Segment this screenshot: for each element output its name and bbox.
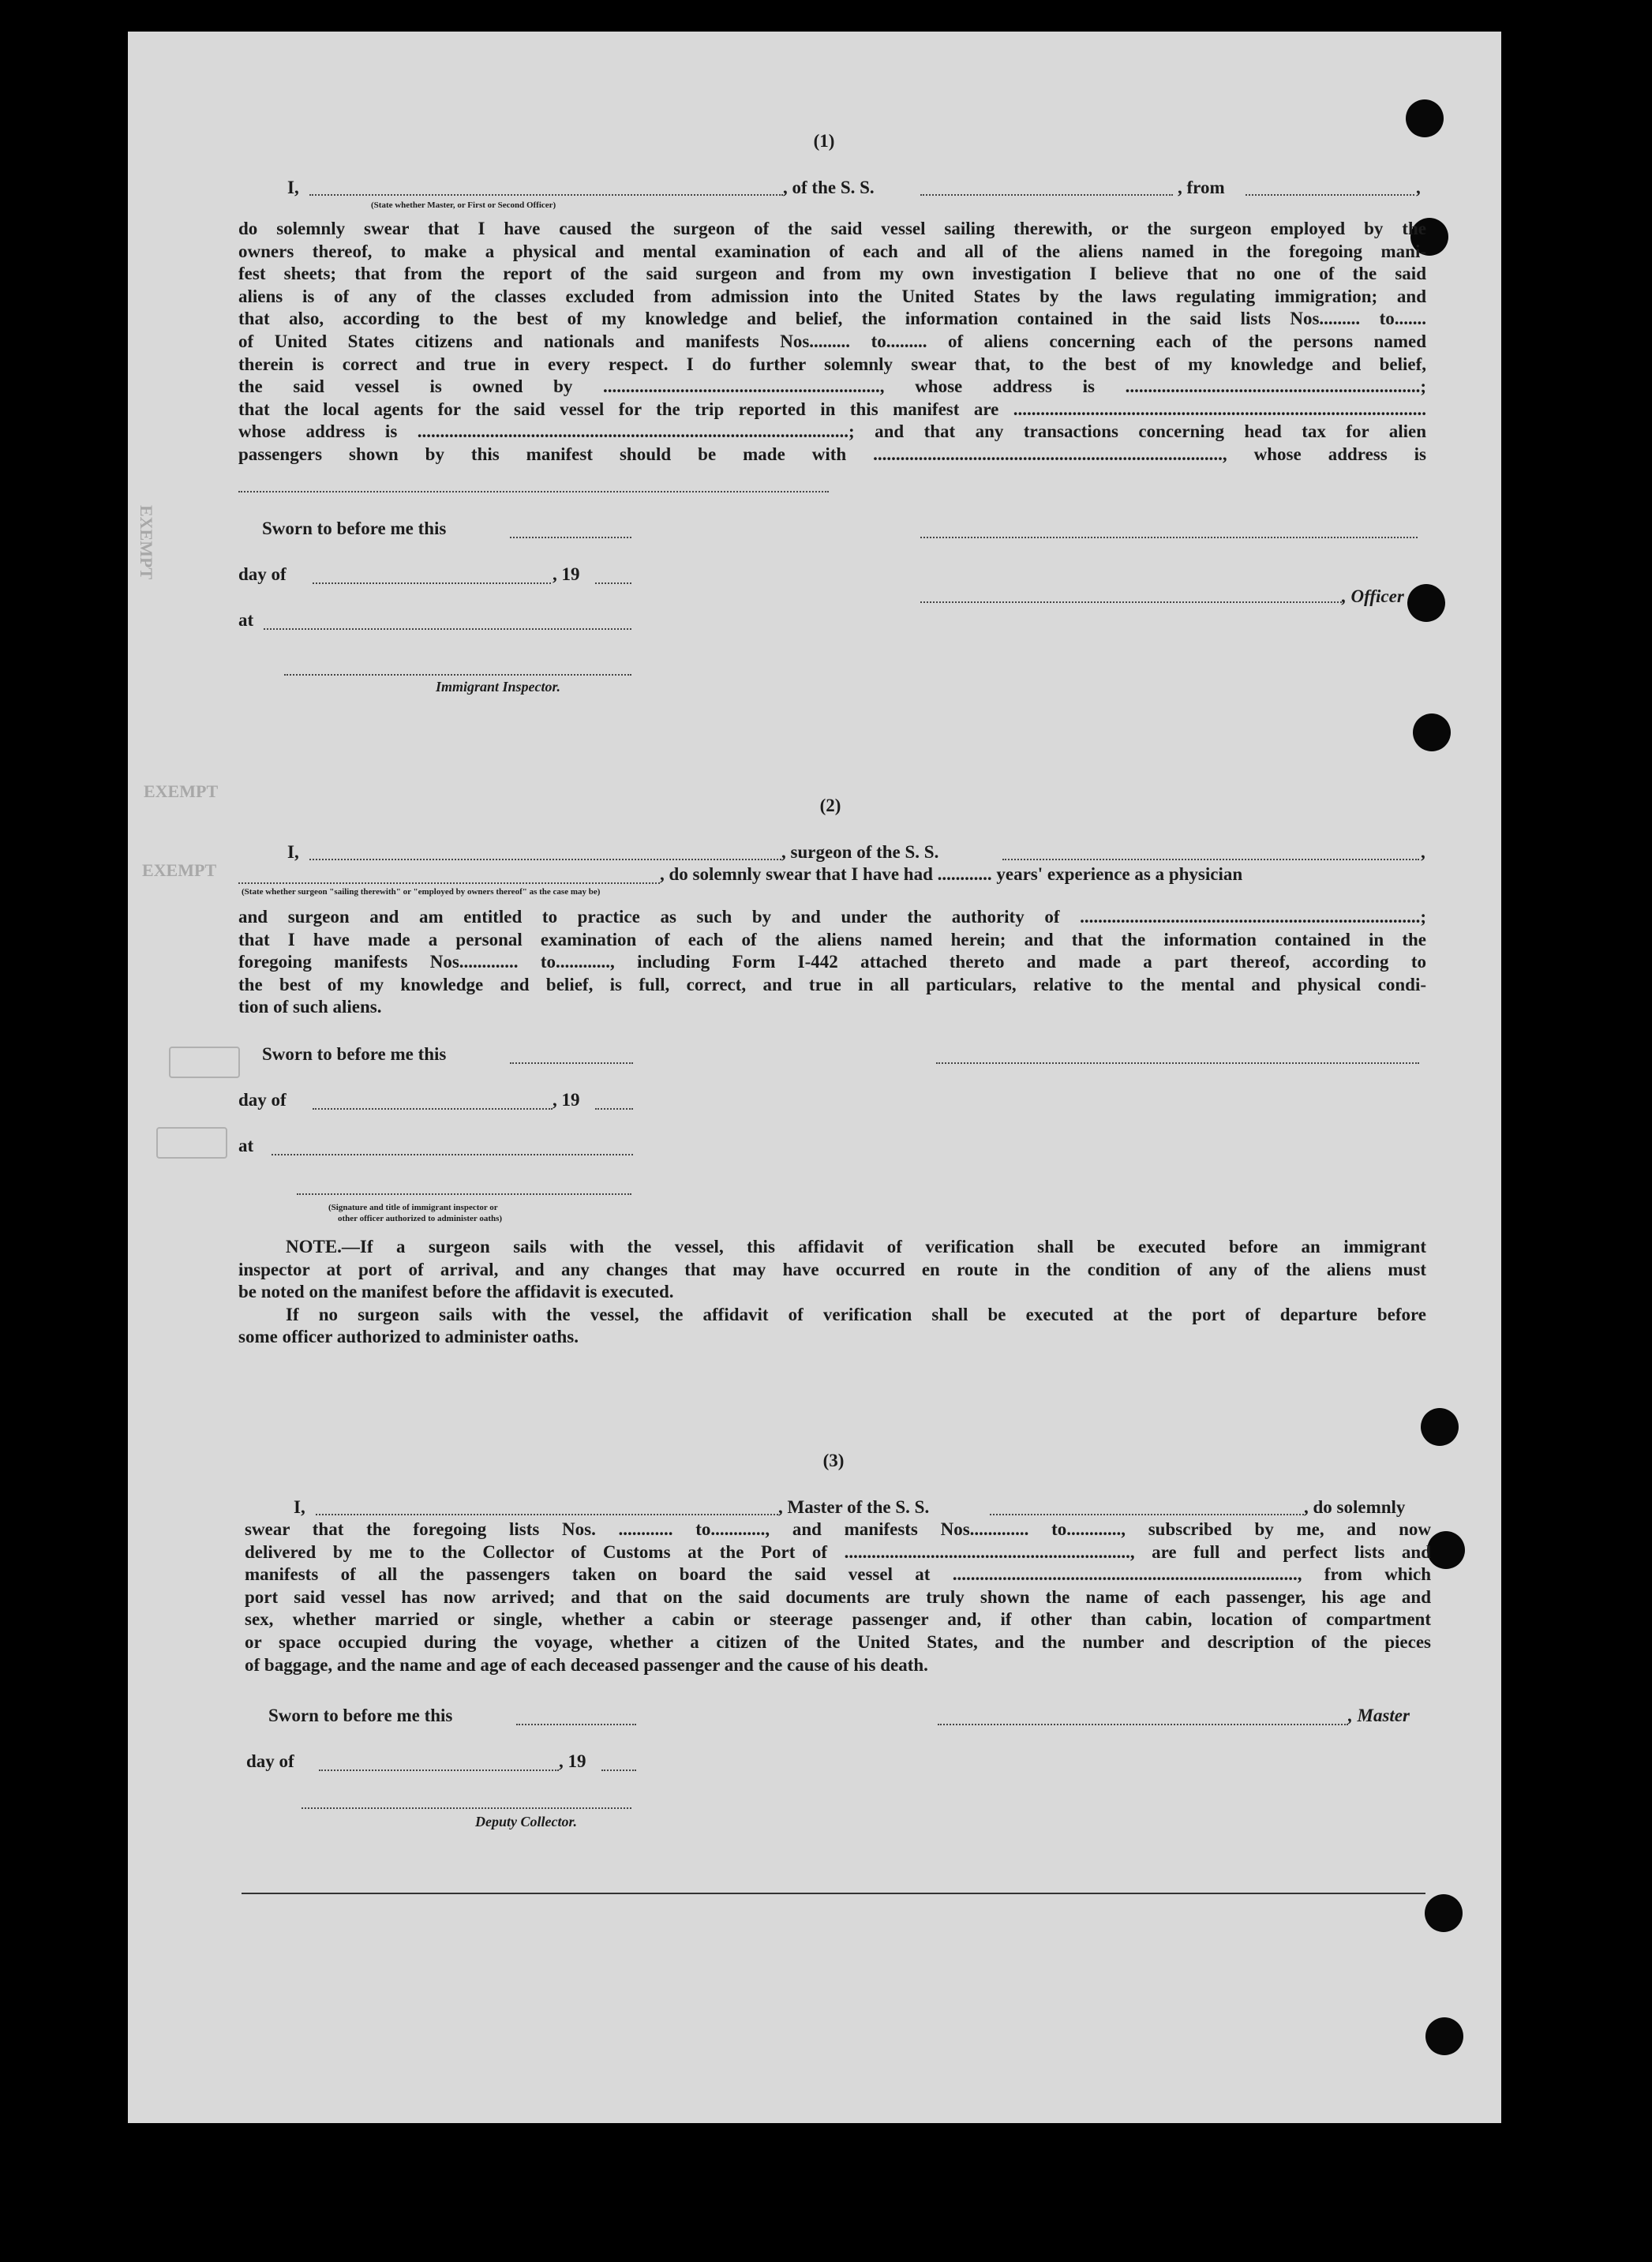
- from-port-field[interactable]: [1246, 194, 1414, 196]
- punch-hole: [1421, 1408, 1459, 1446]
- section-3-number: (3): [822, 1451, 845, 1470]
- master-of-label: , Master of the S. S.: [778, 1497, 930, 1517]
- oath-line: the said vessel is owned by ............................................................., whose address is .................................................................;: [238, 376, 1426, 397]
- surgeon-signature-field[interactable]: [936, 1062, 1419, 1064]
- punch-hole: [1425, 1894, 1463, 1932]
- oath-line: the best of my knowledge and belief, is full, correct, and true in all particulars, relative to the mental and physical condi-: [238, 974, 1426, 994]
- section-1-comma: ,: [1416, 178, 1421, 197]
- surgeon-vessel-field[interactable]: [1002, 859, 1419, 860]
- oath-line: that the local agents for the said vessel for the trip reported in this manifest are ...........................................................................................: [238, 399, 1426, 419]
- year-label: , 19: [559, 1751, 586, 1771]
- of-ss-label: , of the S. S.: [783, 178, 875, 197]
- year-field[interactable]: [595, 582, 631, 584]
- note-line: be noted on the manifest before the affidavit is executed.: [238, 1282, 674, 1302]
- oath-line: that I have made a personal examination of each of the aliens named herein; and that the information contained in the: [238, 929, 1426, 949]
- oath-line: port said vessel has now arrived; and that on the said documents are truly shown the name of each passenger, his age and: [245, 1586, 1431, 1607]
- sworn-label: Sworn to before me this: [262, 519, 447, 538]
- section-2-i: I,: [287, 842, 299, 862]
- day-of-month-field[interactable]: [313, 1108, 553, 1110]
- inspector-label: Immigrant Inspector.: [436, 679, 561, 695]
- surgeon-type-hint: (State whether surgeon "sailing therewith" or "employed by owners thereof" as the case may be): [242, 887, 601, 897]
- vessel-name-field[interactable]: [920, 194, 1173, 196]
- section-2-oath-text: [238, 906, 1426, 1019]
- at-place-field[interactable]: [272, 1154, 633, 1155]
- note-line: inspector at port of arrival, and any changes that may have occurred en route in the condition of any of the aliens must: [238, 1259, 1426, 1279]
- punch-hole: [1406, 99, 1444, 137]
- section-1-number: (1): [813, 131, 835, 151]
- oath-line: whose address is ...............................................................................................; and that any transactions concerning head tax for alien: [238, 421, 1426, 442]
- do-solemnly-label: , do solemnly: [1304, 1497, 1406, 1517]
- exempt-stamp-faint: EXEMPT: [142, 860, 217, 880]
- oath-line: tion of such aliens.: [238, 997, 382, 1017]
- section-2-comma: ,: [1421, 842, 1425, 862]
- section-2-note: [238, 1236, 1426, 1349]
- deputy-collector-signature-field[interactable]: [302, 1807, 631, 1809]
- day-of-month-field[interactable]: [313, 582, 551, 584]
- year-label: , 19: [553, 564, 580, 584]
- faint-stamp-box: [169, 1047, 240, 1078]
- year-field[interactable]: [595, 1108, 633, 1110]
- oath-line: do solemnly swear that I have caused the surgeon of the said vessel sailing therewith, or the surgeon employed by the: [238, 219, 1426, 238]
- exempt-stamp-faint: EXEMPT: [137, 505, 156, 580]
- sworn-label: Sworn to before me this: [268, 1706, 453, 1725]
- exempt-stamp-faint: EXEMPT: [144, 781, 219, 801]
- day-of-label: day of: [238, 1090, 287, 1110]
- master-name-field[interactable]: [316, 1514, 778, 1515]
- day-of-month-field[interactable]: [319, 1770, 559, 1771]
- from-label: , from: [1178, 178, 1225, 197]
- section-3-i: I,: [294, 1497, 305, 1517]
- at-label: at: [238, 610, 254, 630]
- oath-line: owners thereof, to make a physical and mental examination of each and all of the aliens named in the foregoing mani-: [238, 241, 1426, 261]
- master-signature-field[interactable]: [938, 1724, 1348, 1725]
- oath-line: aliens is of any of the classes excluded from admission into the United States by the laws regulating immigration; and: [238, 286, 1426, 306]
- officer-title-field[interactable]: [920, 601, 1342, 603]
- section-1-i: I,: [287, 178, 299, 197]
- year-label: , 19: [553, 1090, 580, 1110]
- oath-line: or space occupied during the voyage, whether a citizen of the United States, and the number and description of the pieces: [245, 1631, 1431, 1652]
- officer-rank-hint: (State whether Master, or First or Second Officer): [371, 200, 556, 210]
- deputy-collector-label: Deputy Collector.: [475, 1814, 577, 1829]
- oath-line: manifests of all the passengers taken on board the said vessel at ............................................................................, from which: [245, 1564, 1431, 1585]
- at-label: at: [238, 1136, 254, 1155]
- oath-line: of United States citizens and nationals and manifests Nos......... to......... of aliens concerning each of the persons named: [238, 331, 1426, 351]
- section-2-number: (2): [819, 796, 841, 815]
- surgeon-of-label: , surgeon of the S. S.: [781, 842, 939, 862]
- day-of-label: day of: [246, 1751, 294, 1771]
- sworn-date-field[interactable]: [510, 537, 631, 538]
- years-experience-text: , do solemnly swear that I have had ............ years' experience as a physician: [660, 864, 1243, 884]
- oath-line: therein is correct and true in every respect. I do further solemnly swear that, to the best of my knowledge and belief,: [238, 354, 1426, 374]
- oath-line: foregoing manifests Nos............. to............, including Form I-442 attached thereto and made a part thereof, according to: [238, 952, 1426, 972]
- oath-line: that also, according to the best of my knowledge and belief, the information contained in the said lists Nos......... to.......: [238, 309, 1426, 329]
- punch-hole: [1427, 1531, 1465, 1569]
- oath-line: swear that the foregoing lists Nos. ............ to............, and manifests Nos............. to............, subscribed by me, and now: [245, 1519, 1431, 1539]
- section-1-oath-text: [238, 218, 1426, 466]
- section-3-oath-text: [245, 1519, 1431, 1676]
- signature-hint-line-2: other officer authorized to administer oaths): [338, 1214, 503, 1223]
- sworn-date-field[interactable]: [510, 1062, 633, 1064]
- at-place-field[interactable]: [264, 628, 631, 630]
- note-line: NOTE.—If a surgeon sails with the vessel, this affidavit of verification shall be executed before an immigrant: [286, 1237, 1426, 1256]
- oath-line: fest sheets; that from the report of the said surgeon and from my own investigation I believe that no one of the said: [238, 264, 1426, 284]
- note-line: If no surgeon sails with the vessel, the affidavit of verification shall be executed at the port of departure before: [286, 1304, 1426, 1324]
- punch-hole: [1425, 2017, 1463, 2055]
- note-line: some officer authorized to administer oaths.: [238, 1327, 579, 1347]
- signature-hint-line-1: (Signature and title of immigrant inspector or: [328, 1203, 498, 1212]
- officer-name-field[interactable]: [309, 194, 783, 196]
- punch-hole: [1413, 713, 1451, 751]
- master-label: , Master: [1348, 1706, 1410, 1725]
- sworn-label: Sworn to before me this: [262, 1044, 447, 1064]
- bottom-divider: [242, 1893, 1425, 1894]
- oath-line: of baggage, and the name and age of each deceased passenger and the cause of his death.: [245, 1654, 928, 1675]
- sworn-date-field[interactable]: [516, 1724, 636, 1725]
- oath-line: and surgeon and am entitled to practice as such by and under the authority of ...........................................................................;: [238, 907, 1426, 927]
- surgeon-name-field[interactable]: [309, 859, 781, 860]
- master-vessel-field[interactable]: [990, 1514, 1304, 1515]
- oath-line: sex, whether married or single, whether a cabin or steerage passenger and, if other than cabin, location of compartment: [245, 1609, 1431, 1630]
- oath-line: passengers shown by this manifest should be made with ............................................................................., whose address is: [238, 444, 1426, 464]
- head-tax-address-field[interactable]: [238, 491, 829, 492]
- punch-hole: [1407, 584, 1445, 622]
- year-field[interactable]: [601, 1770, 636, 1771]
- oath-line: delivered by me to the Collector of Customs at the Port of ..............................................................., are full and perfect lists and: [245, 1541, 1431, 1562]
- officer-label: , Officer: [1342, 586, 1404, 606]
- surgeon-type-field[interactable]: [238, 882, 660, 884]
- day-of-label: day of: [238, 564, 287, 584]
- officer-signature-field[interactable]: [920, 537, 1418, 538]
- administering-officer-signature-field[interactable]: [297, 1193, 631, 1195]
- faint-stamp-box: [156, 1127, 227, 1159]
